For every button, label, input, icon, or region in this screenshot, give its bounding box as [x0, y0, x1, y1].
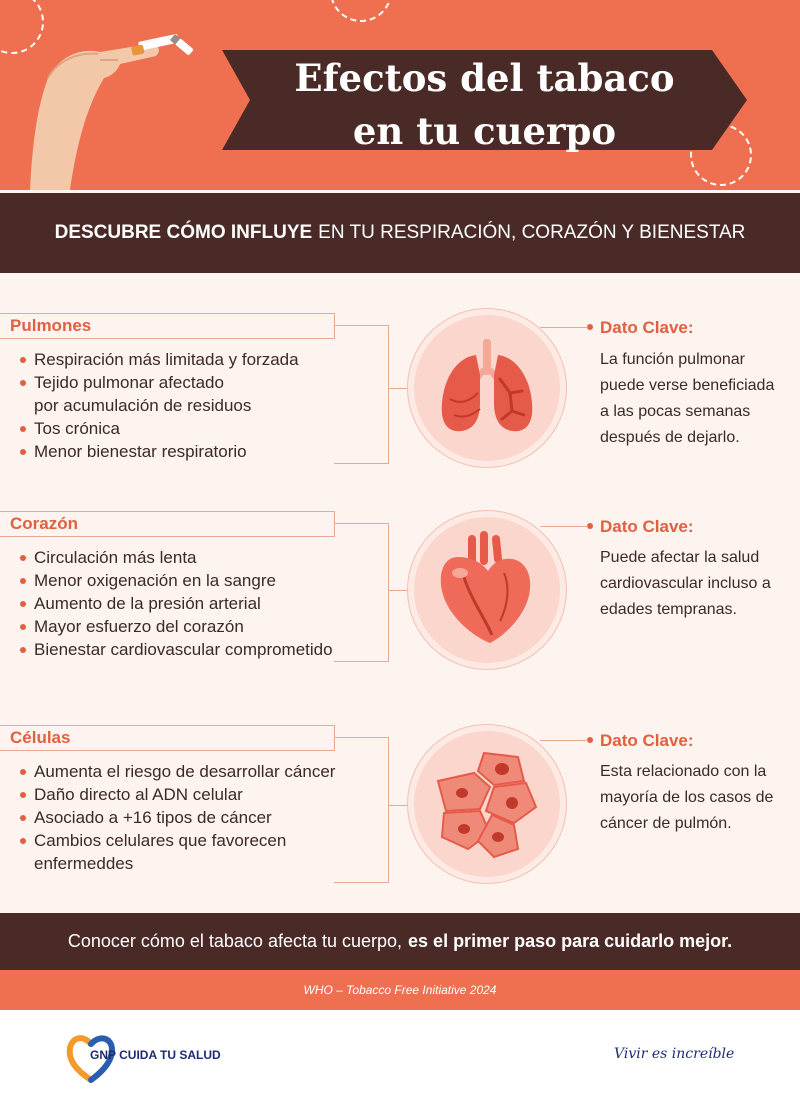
bullet-list-heart — [20, 546, 333, 661]
cells-icon — [414, 731, 560, 877]
list-item: Bienestar cardiovascular comprometido — [20, 638, 333, 661]
title-line-1: Efectos del tabaco — [294, 56, 675, 100]
list-item: Respiración más limitada y forzada — [20, 348, 299, 371]
connector-line — [388, 590, 414, 591]
fact-connector — [540, 327, 588, 328]
list-item: Aumenta el riesgo de desarrollar cáncer — [20, 760, 335, 783]
fact-title-lungs: Dato Clave: — [600, 318, 694, 337]
list-item: Tejido pulmonar afectado — [20, 371, 299, 394]
header-banner — [0, 0, 800, 190]
decorative-dashed-circle — [330, 0, 392, 22]
list-item: Cambios celulares que favorecen — [20, 829, 335, 852]
list-item: Circulación más lenta — [20, 546, 333, 569]
connector-bracket — [334, 737, 389, 883]
cells-illustration — [414, 731, 560, 877]
list-item-continuation: enfermeddes — [34, 854, 134, 873]
fact-text-heart: Puede afectar la salud cardiovascular incluso a edades tempranas. — [600, 549, 771, 618]
section-title-heart: Corazón — [10, 514, 78, 533]
lungs-illustration — [414, 315, 560, 461]
conclusion-bar — [0, 913, 800, 970]
subheading-text: EN TU RESPIRACIÓN, CORAZÓN Y BIENESTAR — [318, 222, 746, 243]
title-line-2: en tu cuerpo — [352, 109, 617, 153]
conclusion-text: Conocer cómo el tabaco afecta tu cuerpo, — [67, 931, 403, 951]
section-title-lungs: Pulmones — [10, 316, 92, 335]
bullet-list-lungs — [20, 348, 299, 463]
list-item: Menor oxigenación en la sangre — [20, 569, 333, 592]
fact-connector — [540, 526, 588, 527]
list-item: Daño directo al ADN celular — [20, 783, 335, 806]
connector-bracket — [334, 325, 389, 464]
bullet-list-cells — [20, 760, 335, 875]
list-item: Aumento de la presión arterial — [20, 592, 333, 615]
connector-line — [388, 388, 414, 389]
lungs-icon — [414, 315, 560, 461]
slogan-text: Vivir es increíble — [614, 1046, 735, 1062]
section-title-cells: Células — [10, 728, 71, 747]
fact-text-cells: Esta relacionado con la mayoría de los casos de cáncer de pulmón. — [600, 763, 774, 832]
fact-connector — [540, 740, 588, 741]
fact-title-cells: Dato Clave: — [600, 731, 694, 750]
list-item: Tos crónica — [20, 417, 299, 440]
list-item: Asociado a +16 tipos de cáncer — [20, 806, 335, 829]
page-title — [222, 52, 747, 158]
connector-line — [388, 805, 414, 806]
subheading-bar — [0, 193, 800, 273]
fact-title-heart: Dato Clave: — [600, 517, 694, 536]
subheading-bold: DESCUBRE CÓMO INFLUYE — [54, 222, 313, 243]
fact-text-lungs: La función pulmonar puede verse beneficiada a las pocas semanas después de dejarlo. — [600, 351, 775, 446]
brand-logo-text: GNP CUIDA TU SALUD — [90, 1048, 221, 1062]
list-item-continuation: por acumulación de residuos — [34, 396, 252, 415]
connector-bracket — [334, 523, 389, 662]
list-item: Mayor esfuerzo del corazón — [20, 615, 333, 638]
heart-illustration — [414, 517, 560, 663]
heart-icon — [414, 517, 560, 663]
list-item: Menor bienestar respiratorio — [20, 440, 299, 463]
conclusion-bold: es el primer paso para cuidarlo mejor. — [408, 931, 733, 951]
source-citation: WHO – Tobacco Free Initiative 2024 — [0, 970, 800, 1010]
